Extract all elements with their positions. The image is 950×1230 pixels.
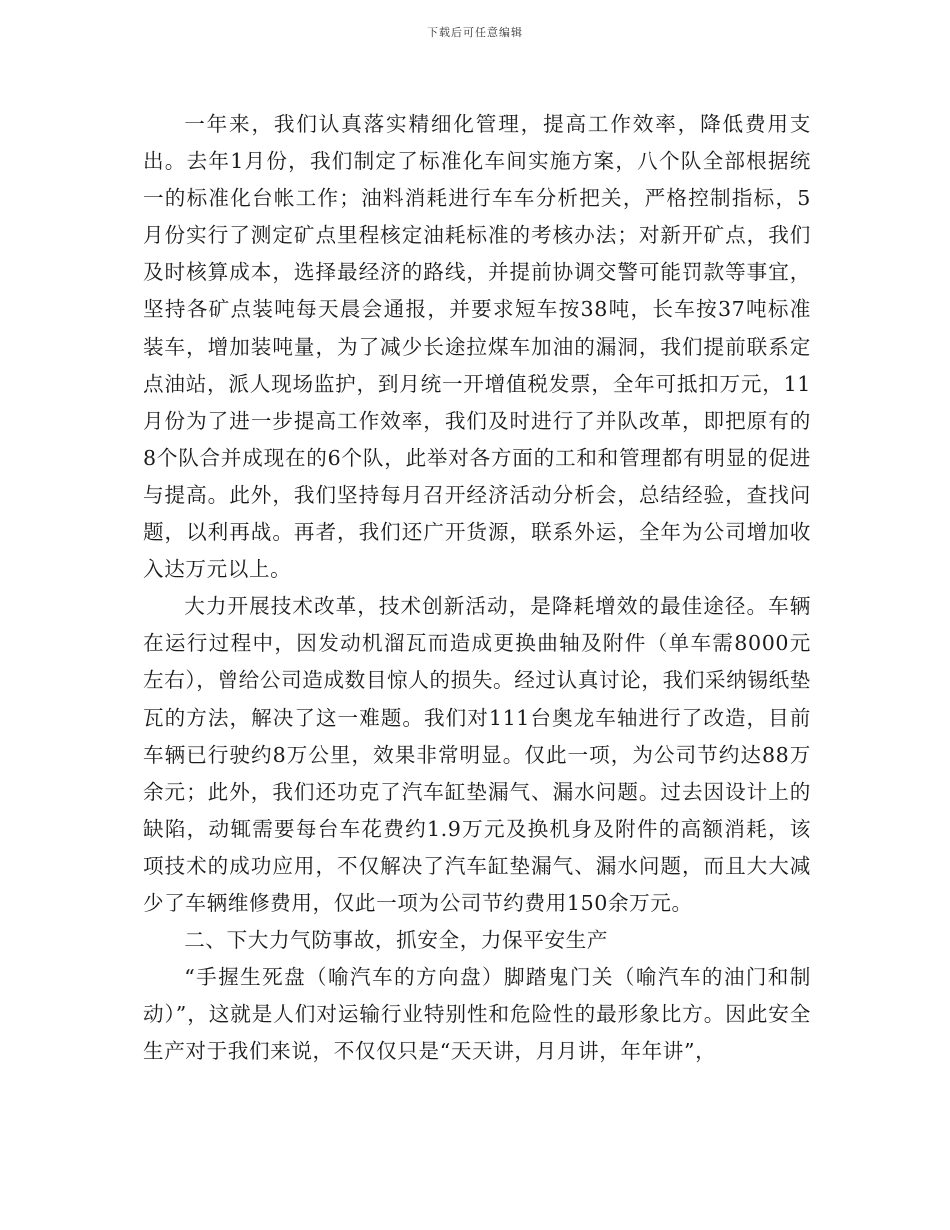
section-heading-safety: 二、下大力气防事故，抓安全，力保平安生产: [184, 928, 609, 953]
document-body: [143, 106, 811, 1070]
paragraph-safety-intro: “手握生死盘（喻汽车的方向盘）脚踏鬼门关（喻汽车的油门和制动）”，这就是人们对运输行业特别性和危险性的最形象比方。因此安全生产对于我们来说，不仅仅只是“天天讲，月月讲，年年讲”，: [143, 965, 811, 1064]
page-header: 下载后可任意编辑: [427, 26, 523, 39]
paragraph-technical-reform: 大力开展技术改革，技术创新活动，是降耗增效的最佳途径。车辆在运行过程中，因发动机溜瓦而造成更换曲轴及附件（单车需8000元左右），曾给公司造成数目惊人的损失。经过认真讨论，我们采纳锡纸垫瓦的方法，解决了这一难题。我们对111台奥龙车轴进行了改造，目前车辆已行驶约8万公里，效果非常明显。仅此一项，为公司节约达88万余元；此外，我们还功克了汽车缸垫漏气、漏水问题。过去因设计上的缺陷，动辄需要每台车花费约1.9万元及换机身及附件的高额消耗，该项技术的成功应用，不仅解决了汽车缸垫漏气、漏水问题，而且大大减少了车辆维修费用，仅此一项为公司节约费用150余万元。: [143, 594, 811, 915]
paragraph-cost-management: 一年来，我们认真落实精细化管理，提高工作效率，降低费用支出。去年1月份，我们制定了标准化车间实施方案，八个队全部根据统一的标准化台帐工作；油料消耗进行车车分析把关，严格控制指标，5月份实行了测定矿点里程核定油耗标准的考核办法；对新开矿点，我们及时核算成本，选择最经济的路线，并提前协调交警可能罚款等事宜，坚持各矿点装吨每天晨会通报，并要求短车按38吨，长车按37吨标准装车，增加装吨量，为了减少长途拉煤车加油的漏洞，我们提前联系定点油站，派人现场监护，到月统一开增值税发票，全年可抵扣万元，11月份为了进一步提高工作效率，我们及时进行了并队改革，即把原有的8个队合并成现在的6个队，此举对各方面的工和和管理都有明显的促进与提高。此外，我们坚持每月召开经济活动分析会，总结经验，查找问题，以利再战。再者，我们还广开货源，联系外运，全年为公司增加收入达万元以上。: [143, 112, 811, 582]
